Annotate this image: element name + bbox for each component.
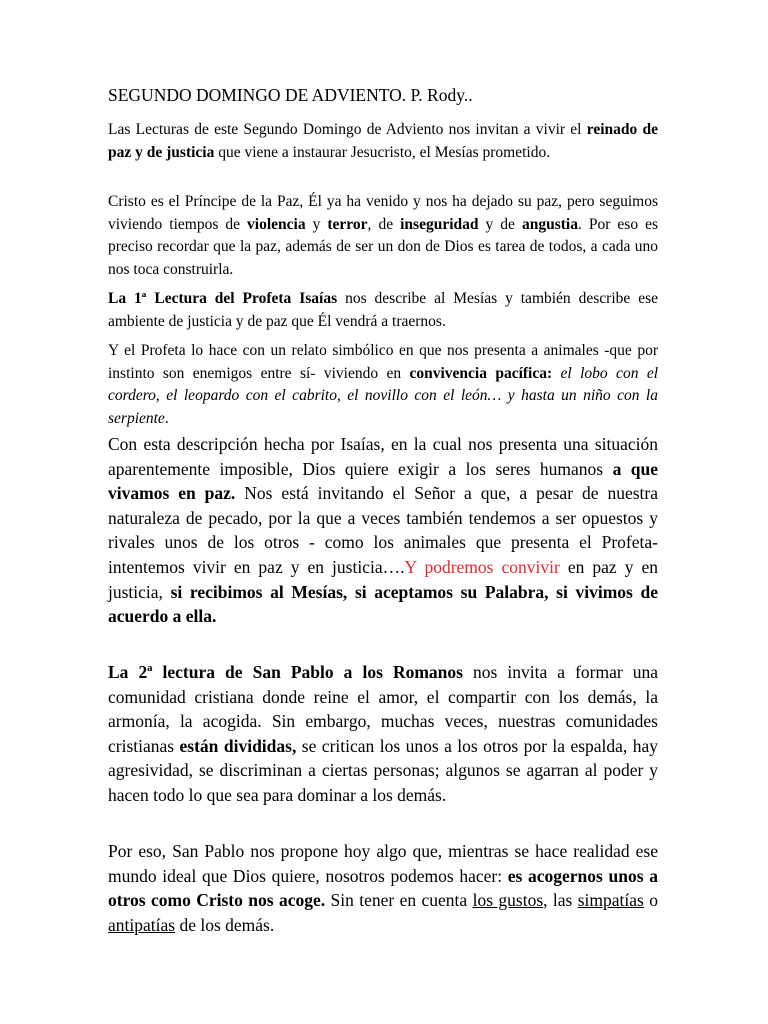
- text-run: . Por eso es preciso recordar que la paz, además de ser un don de Dios es tarea de todos, a cada uno nos toca construirla.: [108, 215, 659, 278]
- text-run: , de: [367, 215, 401, 233]
- document-title: SEGUNDO DOMINGO DE ADVIENTO. P. Rody..: [108, 85, 473, 105]
- paragraph-first-reading: [108, 288, 658, 333]
- italic-phrase: el lobo con el cordero, el leopardo con el cabrito, el novillo con el león… y hasta un niño con la serpiente: [108, 364, 659, 427]
- underlined-phrase: los gustos: [472, 890, 544, 911]
- text-run: y: [305, 215, 328, 233]
- text-run: Y el Profeta lo hace con un relato simbólico en que nos presenta a animales -que por instinto son enemigos entre sí- viviendo en: [108, 342, 658, 382]
- text-run: Nos está invitando el Señor a que, a pesar de nuestra naturaleza de pecado, por la que a veces también tendemos a ser opuestos y rivales unos de los otros - como los animales que presenta el Profeta- intentemos vivir en paz y en justicia….: [108, 483, 659, 577]
- text-run: Cristo es el Príncipe de la Paz, Él ya ha venido y nos ha dejado su paz, pero seguimos viviendo tiempos de: [108, 193, 658, 233]
- text-run: .: [164, 409, 169, 427]
- paragraph-san-pablo: [108, 839, 658, 937]
- text-run: Las Lecturas de este Segundo Domingo de Adviento nos invitan a vivir el: [108, 121, 587, 138]
- paragraph-symbolic-story: [108, 340, 658, 430]
- bold-phrase: La 2ª lectura de San Pablo a los Romanos: [108, 662, 463, 682]
- underlined-phrase: antipatías: [108, 914, 176, 935]
- red-phrase: Y podremos convivir: [404, 556, 560, 577]
- text-run: nos invita a formar una comunidad cristiana donde reine el amor, el compartir con los demás, la armonía, la acogida. Sin embargo, muchas veces, nuestras comunidades cristianas: [108, 662, 658, 756]
- bold-phrase: convivencia pacífica:: [409, 364, 553, 382]
- bold-word: inseguridad: [400, 215, 479, 233]
- text-run: Por eso, San Pablo nos propone hoy algo que, mientras se hace realidad ese mundo ideal que Dios quiere, nosotros podemos hacer:: [108, 841, 658, 886]
- text-run: Con esta descripción hecha por Isaías, en la cual nos presenta una situación aparentemente imposible, Dios quiere exigir a los seres humanos: [108, 434, 658, 479]
- paragraph-isaias-description: [108, 432, 658, 629]
- bold-phrase: a que vivamos en paz.: [108, 458, 659, 504]
- bold-phrase: están divididas,: [179, 735, 297, 756]
- text-run: que viene a instaurar Jesucristo, el Mesías prometido.: [214, 143, 551, 161]
- text-run: o: [643, 890, 658, 911]
- text-run: Sin tener en cuenta: [325, 890, 473, 911]
- underlined-phrase: simpatías: [577, 890, 644, 911]
- bold-phrase: La 1ª Lectura del Profeta Isaías: [108, 290, 338, 307]
- bold-phrase: reinado de paz y de justicia: [108, 121, 658, 161]
- text-run: en paz y en justicia,: [108, 556, 658, 602]
- text-run: y de: [478, 215, 522, 233]
- bold-phrase: si recibimos al Mesías, si aceptamos su Palabra, si vivimos de acuerdo a ella.: [108, 581, 659, 627]
- bold-phrase: es acogernos unos a otros como Cristo nos acoge.: [108, 865, 658, 911]
- paragraph-prince-of-peace: [108, 191, 658, 281]
- text-run: de los demás.: [175, 914, 275, 935]
- bold-word: violencia: [247, 215, 306, 233]
- bold-word: terror: [327, 215, 368, 233]
- text-run: nos describe al Mesías y también describe ese ambiente de justicia y de paz que Él vendrá a traernos.: [108, 290, 658, 330]
- text-run: , las: [543, 890, 578, 911]
- text-run: se critican los unos a los otros por la espalda, hay agresividad, se discriminan a ciertas personas; algunos se agarran al poder y hacen todo lo que sea para dominar a los demás.: [108, 735, 658, 805]
- bold-word: angustia: [521, 215, 578, 233]
- paragraph-intro: [108, 119, 658, 164]
- paragraph-second-reading: [108, 660, 658, 808]
